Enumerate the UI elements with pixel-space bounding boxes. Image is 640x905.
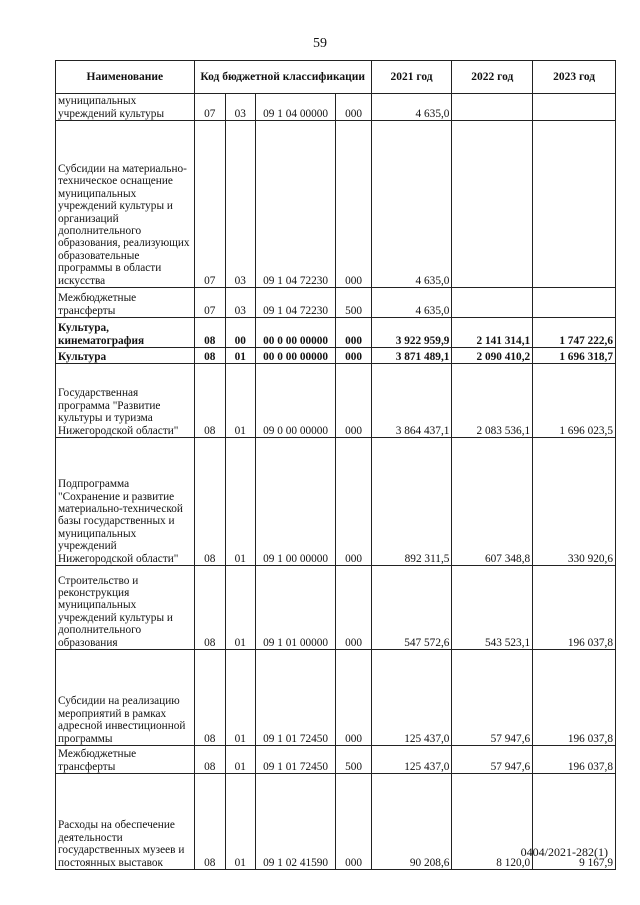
row-name: Государственная программа "Развитие культуры и туризма Нижегородской области" — [56, 364, 195, 438]
table-row — [56, 121, 616, 288]
row-subsection: 01 — [225, 774, 255, 870]
table-row — [56, 438, 616, 566]
row-value-2023: 1 696 023,5 — [533, 364, 616, 438]
header-2023: 2023 год — [533, 61, 616, 94]
row-section: 07 — [194, 94, 225, 121]
row-value-2022: 2 083 536,1 — [452, 364, 533, 438]
row-value-2021: 4 635,0 — [371, 288, 452, 318]
row-value-2021: 4 635,0 — [371, 121, 452, 288]
row-value-2021: 3 864 437,1 — [371, 364, 452, 438]
row-section: 08 — [194, 566, 225, 650]
table-row — [56, 318, 616, 348]
row-value-2022: 607 348,8 — [452, 438, 533, 566]
row-target-article: 09 1 01 00000 — [255, 566, 336, 650]
row-name: Расходы на обеспечение деятельности государственных музеев и постоянных выставок — [56, 774, 195, 870]
row-expense-type: 000 — [336, 566, 371, 650]
table-row — [56, 94, 616, 121]
row-value-2021: 3 871 489,1 — [371, 348, 452, 364]
table-row — [56, 566, 616, 650]
row-value-2022 — [452, 121, 533, 288]
row-value-2021: 125 437,0 — [371, 746, 452, 774]
row-value-2022: 57 947,6 — [452, 650, 533, 746]
row-name: Межбюджетные трансферты — [56, 288, 195, 318]
row-section: 08 — [194, 746, 225, 774]
header-row — [56, 61, 616, 94]
row-value-2021: 3 922 959,9 — [371, 318, 452, 348]
row-section: 08 — [194, 364, 225, 438]
document-code: 0404/2021-282(1) — [520, 845, 608, 859]
row-name: Субсидии на материально-техническое оснащение муниципальных учреждений культуры и организаций дополнительного образования, реализующих образовательные программы в области искусства — [56, 121, 195, 288]
row-section: 07 — [194, 288, 225, 318]
row-value-2021: 4 635,0 — [371, 94, 452, 121]
row-subsection: 03 — [225, 121, 255, 288]
row-name: муниципальных учреждений культуры — [56, 94, 195, 121]
table-row — [56, 650, 616, 746]
row-name: Подпрограмма "Сохранение и развитие материально-технической базы государственных и муниципальных учреждений Нижегородской области" — [56, 438, 195, 566]
row-value-2023: 1 696 318,7 — [533, 348, 616, 364]
row-value-2023 — [533, 94, 616, 121]
table-row — [56, 746, 616, 774]
row-value-2022: 2 090 410,2 — [452, 348, 533, 364]
row-value-2023: 330 920,6 — [533, 438, 616, 566]
row-subsection: 01 — [225, 650, 255, 746]
row-target-article: 00 0 00 00000 — [255, 348, 336, 364]
row-value-2022: 8 120,0 — [452, 774, 533, 870]
table-row — [56, 348, 616, 364]
table-row — [56, 288, 616, 318]
row-name: Субсидии на реализацию мероприятий в рамках адресной инвестиционной программы — [56, 650, 195, 746]
row-value-2023: 9 167,9 — [533, 774, 616, 870]
row-section: 08 — [194, 318, 225, 348]
row-expense-type: 000 — [336, 650, 371, 746]
row-target-article: 09 1 01 72450 — [255, 650, 336, 746]
budget-table — [55, 60, 616, 870]
row-expense-type: 000 — [336, 318, 371, 348]
row-target-article: 09 1 04 00000 — [255, 94, 336, 121]
row-section: 08 — [194, 348, 225, 364]
row-section: 08 — [194, 774, 225, 870]
row-value-2022 — [452, 94, 533, 121]
row-subsection: 01 — [225, 348, 255, 364]
row-expense-type: 000 — [336, 774, 371, 870]
row-value-2023 — [533, 288, 616, 318]
row-target-article: 00 0 00 00000 — [255, 318, 336, 348]
row-value-2023: 196 037,8 — [533, 650, 616, 746]
row-value-2022: 57 947,6 — [452, 746, 533, 774]
row-subsection: 01 — [225, 438, 255, 566]
row-section: 08 — [194, 438, 225, 566]
row-target-article: 09 1 04 72230 — [255, 288, 336, 318]
row-value-2021: 125 437,0 — [371, 650, 452, 746]
row-value-2023: 1 747 222,6 — [533, 318, 616, 348]
row-section: 07 — [194, 121, 225, 288]
row-expense-type: 000 — [336, 364, 371, 438]
row-subsection: 01 — [225, 364, 255, 438]
row-value-2021: 892 311,5 — [371, 438, 452, 566]
row-expense-type: 000 — [336, 348, 371, 364]
row-name: Строительство и реконструкция муниципальных учреждений культуры и дополнительного образования — [56, 566, 195, 650]
row-value-2023: 196 037,8 — [533, 566, 616, 650]
row-subsection: 03 — [225, 94, 255, 121]
row-expense-type: 000 — [336, 94, 371, 121]
row-subsection: 01 — [225, 746, 255, 774]
row-value-2021: 547 572,6 — [371, 566, 452, 650]
row-subsection: 00 — [225, 318, 255, 348]
row-value-2023: 196 037,8 — [533, 746, 616, 774]
row-value-2023 — [533, 121, 616, 288]
header-2022: 2022 год — [452, 61, 533, 94]
row-value-2022: 543 523,1 — [452, 566, 533, 650]
row-value-2021: 90 208,6 — [371, 774, 452, 870]
row-name: Культура — [56, 348, 195, 364]
page-number: 59 — [313, 36, 327, 51]
header-name: Наименование — [56, 61, 195, 94]
row-target-article: 09 1 04 72230 — [255, 121, 336, 288]
row-target-article: 09 1 00 00000 — [255, 438, 336, 566]
row-expense-type: 000 — [336, 121, 371, 288]
row-name: Культура, кинематография — [56, 318, 195, 348]
row-name: Межбюджетные трансферты — [56, 746, 195, 774]
row-subsection: 01 — [225, 566, 255, 650]
header-code: Код бюджетной классификации — [194, 61, 371, 94]
header-2021: 2021 год — [371, 61, 452, 94]
row-target-article: 09 0 00 00000 — [255, 364, 336, 438]
row-value-2022 — [452, 288, 533, 318]
row-target-article: 09 1 01 72450 — [255, 746, 336, 774]
row-section: 08 — [194, 650, 225, 746]
row-subsection: 03 — [225, 288, 255, 318]
row-target-article: 09 1 02 41590 — [255, 774, 336, 870]
row-value-2022: 2 141 314,1 — [452, 318, 533, 348]
row-expense-type: 500 — [336, 746, 371, 774]
row-expense-type: 500 — [336, 288, 371, 318]
row-expense-type: 000 — [336, 438, 371, 566]
table-row — [56, 364, 616, 438]
